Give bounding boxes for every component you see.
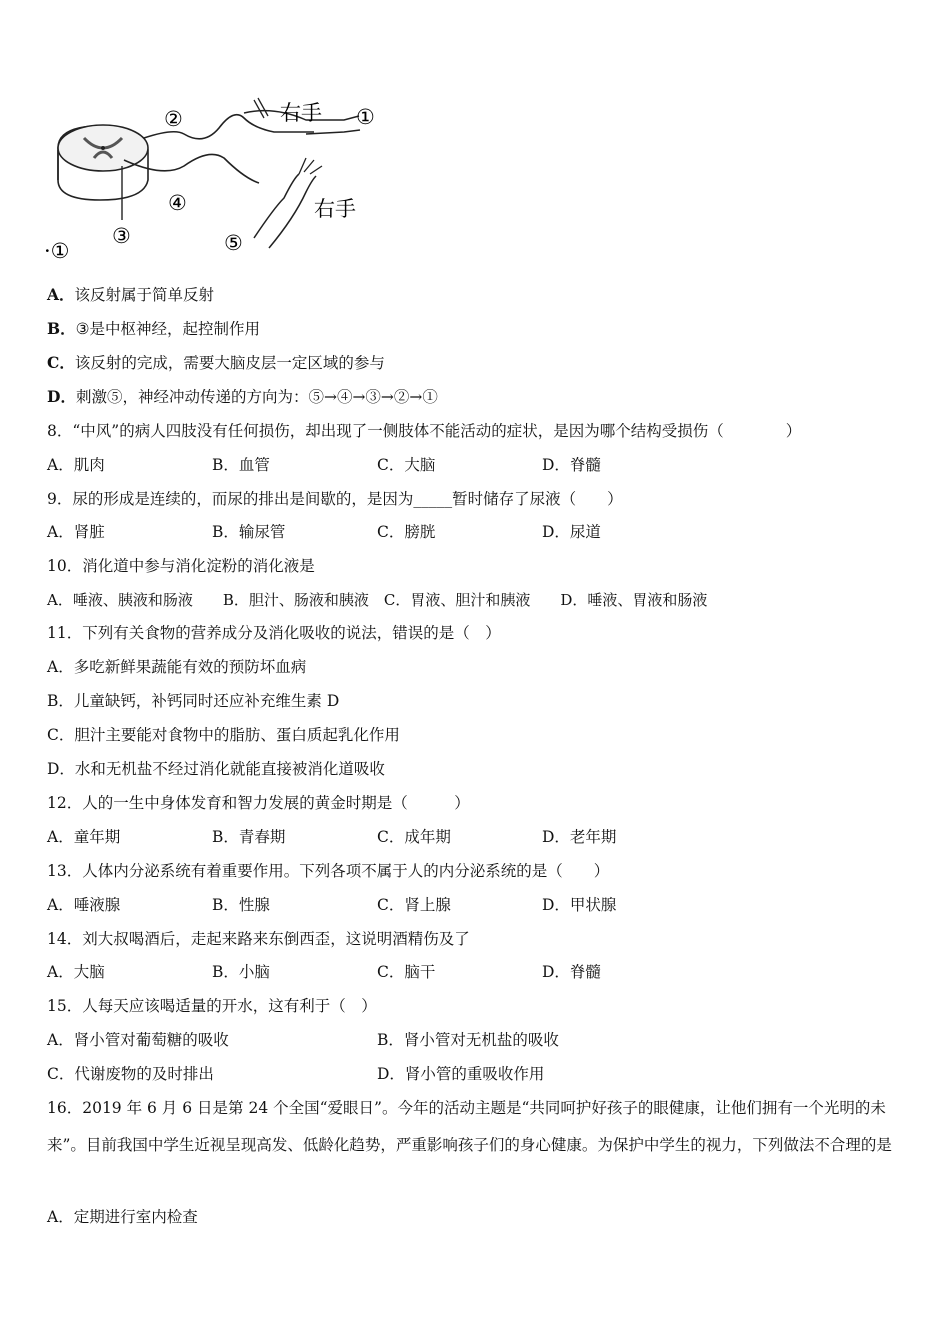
q15-option-d: D．肾小管的重吸收作用 <box>377 1065 545 1083</box>
q13-option-b: B．性腺 <box>212 896 270 914</box>
q11-stem: 11．下列有关食物的营养成分及消化吸收的说法，错误的是（ ） <box>47 624 501 642</box>
marker-1-top: ① <box>356 105 375 129</box>
q14-option-b: B．小脑 <box>212 963 270 981</box>
q14-option-d: D．脊髓 <box>542 963 601 981</box>
q9-option-a: A．肾脏 <box>47 523 105 541</box>
top-hand-label: 右手 <box>280 102 322 125</box>
q13-option-d: D．甲状腺 <box>542 896 617 914</box>
q11-option-c: C．胆汁主要能对食物中的脂肪、蛋白质起乳化作用 <box>47 726 400 744</box>
q15-option-b: B．肾小管对无机盐的吸收 <box>377 1031 559 1049</box>
q8-stem: 8．“中风”的病人四肢没有任何损伤，却出现了一侧肢体不能活动的症状，是因为哪个结构受损伤（ ） <box>47 422 802 440</box>
q7-option-a: A．该反射属于简单反射 <box>47 285 215 304</box>
q16-option-a: A．定期进行室内检查 <box>47 1208 198 1226</box>
bottom-hand-label: 右手 <box>314 198 356 221</box>
spinal-cord-section <box>58 125 148 200</box>
marker-1-bottom: ·① <box>44 239 70 263</box>
q12-option-c: C．成年期 <box>377 828 451 846</box>
q9-option-b: B．输尿管 <box>212 523 286 541</box>
q11-option-d: D．水和无机盐不经过消化就能直接被消化道吸收 <box>47 760 385 778</box>
q16-stem: 16．2019 年 6 月 6 日是第 24 个全国“爱眼日”。今年的活动主题是“共同呵护好孩子的眼健康，让他们拥有一个光明的未来”。目前我国中学生近视呈现高发、低龄化趋势，严重影响孩子们的身心健康。为保护中学生的视力，下列做法不合理的是 <box>47 1099 892 1154</box>
q9-stem: 9．尿的形成是连续的，而尿的排出是间歇的，是因为_____暂时储存了尿液（ ） <box>47 490 623 508</box>
q8-option-c: C．大脑 <box>377 456 436 474</box>
q9-option-d: D．尿道 <box>542 523 601 541</box>
q7-option-b: B．③是中枢神经，起控制作用 <box>47 319 261 338</box>
q7-option-d: D．刺激⑤，神经冲动传递的方向为：⑤→④→③→②→① <box>47 387 438 406</box>
q12-option-b: B．青春期 <box>212 828 286 846</box>
marker-4: ④ <box>168 191 187 215</box>
q9-option-c: C．膀胱 <box>377 523 436 541</box>
q10-stem: 10．消化道中参与消化淀粉的消化液是 <box>47 557 315 575</box>
marker-3: ③ <box>112 224 131 248</box>
q7-option-c: C．该反射的完成，需要大脑皮层一定区域的参与 <box>47 353 385 372</box>
q13-stem: 13．人体内分泌系统有着重要作用。下列各项不属于人的内分泌系统的是（ ） <box>47 862 610 880</box>
q12-option-a: A．童年期 <box>47 828 121 846</box>
q14-option-c: C．脑干 <box>377 963 436 981</box>
marker-5: ⑤ <box>224 231 243 255</box>
q12-option-d: D．老年期 <box>542 828 617 846</box>
q10-options: A．唾液、胰液和肠液 B．胆汁、肠液和胰液 C．胃液、胆汁和胰液 D．唾液、胃液和肠液 <box>47 591 708 609</box>
q11-option-b: B．儿童缺钙，补钙同时还应补充维生素 D <box>47 692 340 710</box>
q14-stem: 14．刘大叔喝酒后，走起来路来东倒西歪，这说明酒精伤及了 <box>47 930 470 948</box>
q15-option-a: A．肾小管对葡萄糖的吸收 <box>47 1031 229 1049</box>
q12-stem: 12．人的一生中身体发育和智力发展的黄金时期是（ ） <box>47 794 470 812</box>
q14-option-a: A．大脑 <box>47 963 105 981</box>
q8-option-b: B．血管 <box>212 456 270 474</box>
q13-option-a: A．唾液腺 <box>47 896 121 914</box>
q15-option-c: C．代谢废物的及时排出 <box>47 1065 214 1083</box>
reflex-arc-figure <box>44 88 414 268</box>
q13-option-c: C．肾上腺 <box>377 896 451 914</box>
marker-2: ② <box>164 107 183 131</box>
q8-option-a: A．肌肉 <box>47 456 105 474</box>
q15-stem: 15．人每天应该喝适量的开水，这有利于（ ） <box>47 997 377 1015</box>
q8-option-d: D．脊髓 <box>542 456 601 474</box>
q11-option-a: A．多吃新鲜果蔬能有效的预防坏血病 <box>47 658 307 676</box>
